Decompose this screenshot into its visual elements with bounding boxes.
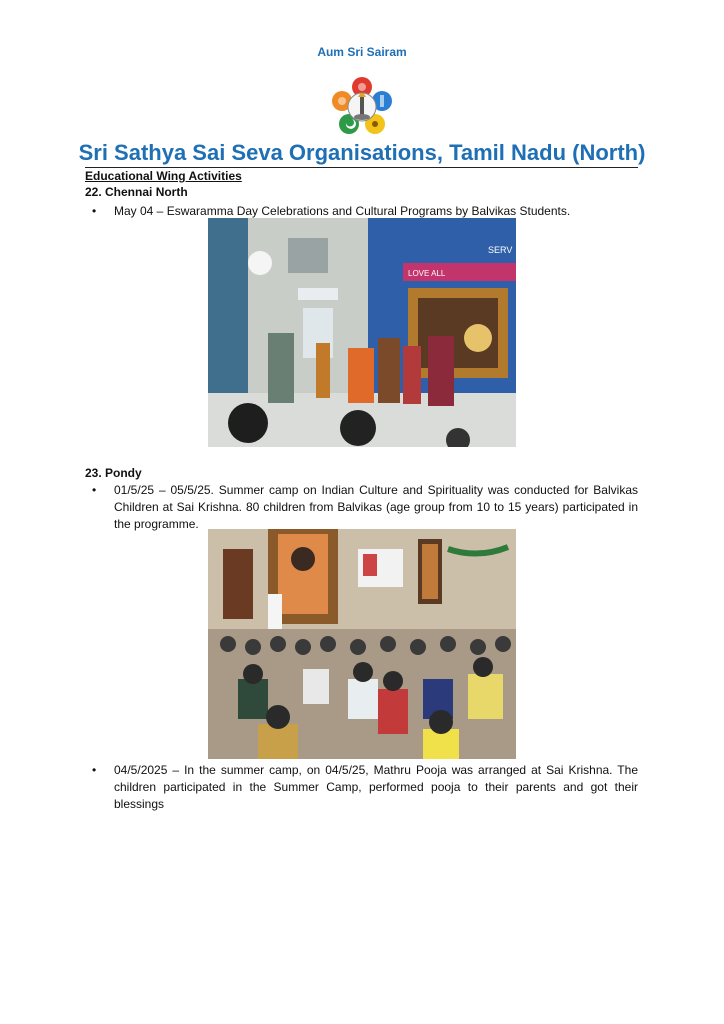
bullet-icon: • xyxy=(92,204,97,218)
list-item xyxy=(92,482,638,533)
org-title: Sri Sathya Sai Seva Organisations, Tamil Nadu (North) xyxy=(78,140,646,165)
title-divider xyxy=(85,167,638,168)
section-heading: Educational Wing Activities xyxy=(85,169,242,183)
list-item-text: May 04 – Eswaramma Day Celebrations and Cultural Programs by Balvikas Students. xyxy=(114,204,571,218)
top-greeting: Aum Sri Sairam xyxy=(317,45,407,59)
bullet-icon: • xyxy=(92,483,97,497)
photo-summer-camp xyxy=(208,529,516,759)
district-heading-pondy: 23. Pondy xyxy=(85,466,142,480)
list-item xyxy=(92,762,638,813)
list-item-text: 01/5/25 – 05/5/25. Summer camp on Indian Culture and Spirituality was conducted for Balvikas Children at Sai Krishna. 80 children from Balvikas (age group from 10 to 15 years) participated in the programme. xyxy=(114,483,638,531)
bullet-icon: • xyxy=(92,763,97,777)
photo-eswaramma-day xyxy=(208,218,516,447)
district-heading-chennai-north: 22. Chennai North xyxy=(85,185,188,199)
stage-banner-text: LOVE ALL xyxy=(408,269,446,278)
sarvadharma-emblem-icon xyxy=(330,75,394,139)
list-item-text: 04/5/2025 – In the summer camp, on 04/5/25, Mathru Pooja was arranged at Sai Krishna. The children participated in the Summer Camp, performed pooja to their parents and got their blessings xyxy=(114,763,638,811)
stage-banner-text-right: SERV xyxy=(488,245,513,255)
